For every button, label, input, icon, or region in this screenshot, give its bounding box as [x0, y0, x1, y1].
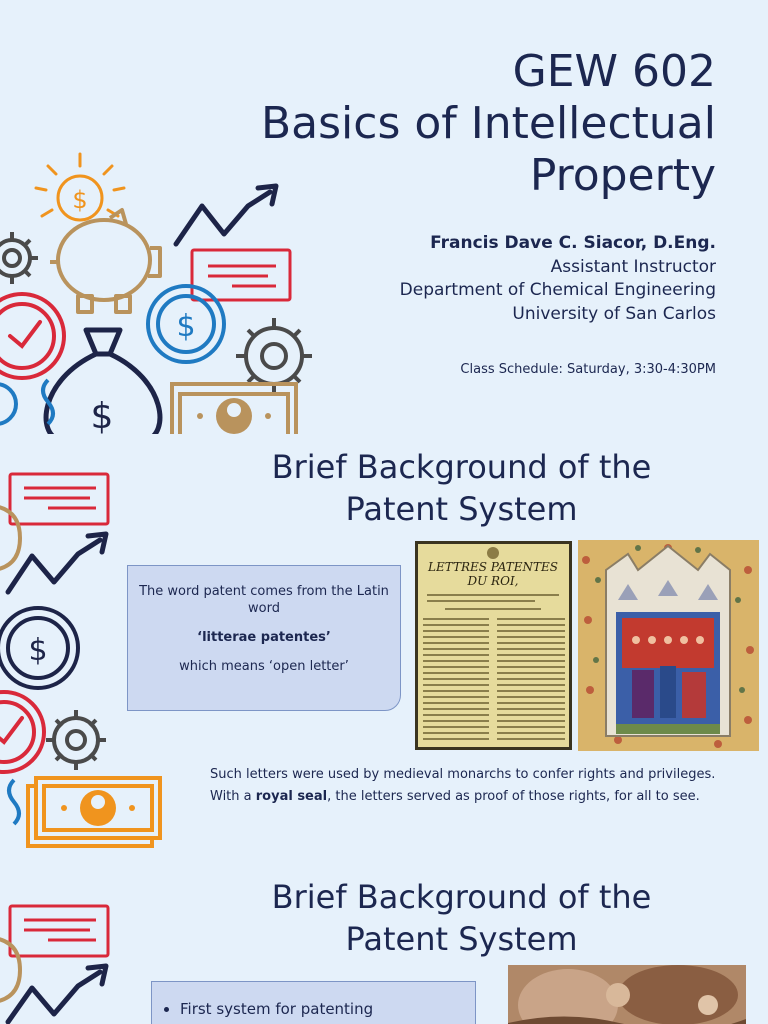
gear-icon — [46, 710, 106, 770]
slide-title — [195, 876, 728, 960]
author-university: University of San Carlos — [512, 303, 716, 324]
coin-icon — [0, 384, 16, 424]
slide-title — [195, 446, 728, 530]
growth-chart-icon — [8, 966, 106, 1022]
class-schedule: Class Schedule: Saturday, 3:30-4:30PM — [460, 362, 716, 377]
piggy-bank-icon — [50, 210, 160, 312]
banknote-icon — [28, 778, 160, 846]
etymology-text: The word patent comes from the Latin word — [139, 584, 389, 616]
background-slide-2 — [0, 870, 768, 1024]
slide-title-line1: Brief Background of the — [271, 448, 652, 486]
card-icon — [10, 474, 108, 524]
doc-heading-2: DU ROI, — [467, 574, 519, 588]
dollar-icon: $ — [72, 186, 88, 214]
coin-icon — [148, 286, 224, 362]
presentation-title — [261, 46, 716, 202]
coin-icon — [0, 608, 78, 688]
svg-text:$: $ — [176, 309, 196, 344]
author-role: Assistant Instructor — [550, 256, 716, 277]
course-title-line2: Property — [529, 150, 716, 201]
growth-chart-icon — [8, 534, 106, 592]
text-segment: , the letters served as proof of those rights, for all to see. — [327, 789, 700, 804]
svg-text:$: $ — [28, 633, 48, 668]
slide-title-line1: Brief Background of the — [271, 878, 652, 916]
painting-image — [508, 965, 746, 1024]
royal-seal-term: royal seal — [255, 789, 328, 804]
etymology-box — [127, 565, 401, 711]
card-icon — [10, 906, 108, 956]
slide-title-line2: Patent System — [345, 490, 578, 528]
bullet-list — [166, 1000, 475, 1018]
author-block — [400, 232, 716, 326]
slide-title-line2: Patent System — [345, 920, 578, 958]
latin-term: ‘litterae patentes’ — [197, 630, 331, 645]
background-slide — [0, 434, 768, 870]
clock-icon — [0, 692, 44, 772]
medieval-manuscript-image — [578, 540, 759, 751]
title-slide — [0, 0, 768, 434]
meaning-text: which means ‘open letter’ — [179, 659, 349, 674]
letters-patent-document-image — [415, 541, 572, 750]
paragraph-monarchs: Such letters were used by medieval monarchs to confer rights and privileges. — [210, 767, 716, 782]
course-code: GEW 602 — [512, 46, 716, 97]
svg-text:$: $ — [90, 396, 114, 434]
bullet-box — [151, 981, 476, 1024]
explanation-text — [210, 767, 730, 811]
line-icon — [9, 780, 19, 824]
doc-heading-1: LETTRES PATENTES — [427, 560, 559, 574]
clock-icon — [0, 294, 64, 378]
sun-icon — [36, 154, 124, 220]
author-department: Department of Chemical Engineering — [399, 280, 716, 300]
text-segment: With a — [210, 789, 256, 804]
list-item: • First system for patenting — [180, 1000, 475, 1018]
banknote-icon — [172, 384, 296, 434]
author-name: Francis Dave C. Siacor, D.Eng. — [430, 233, 716, 253]
course-title-line1: Basics of Intellectual — [260, 98, 716, 149]
paragraph-royal-seal — [210, 789, 730, 805]
gear-icon — [0, 232, 38, 284]
